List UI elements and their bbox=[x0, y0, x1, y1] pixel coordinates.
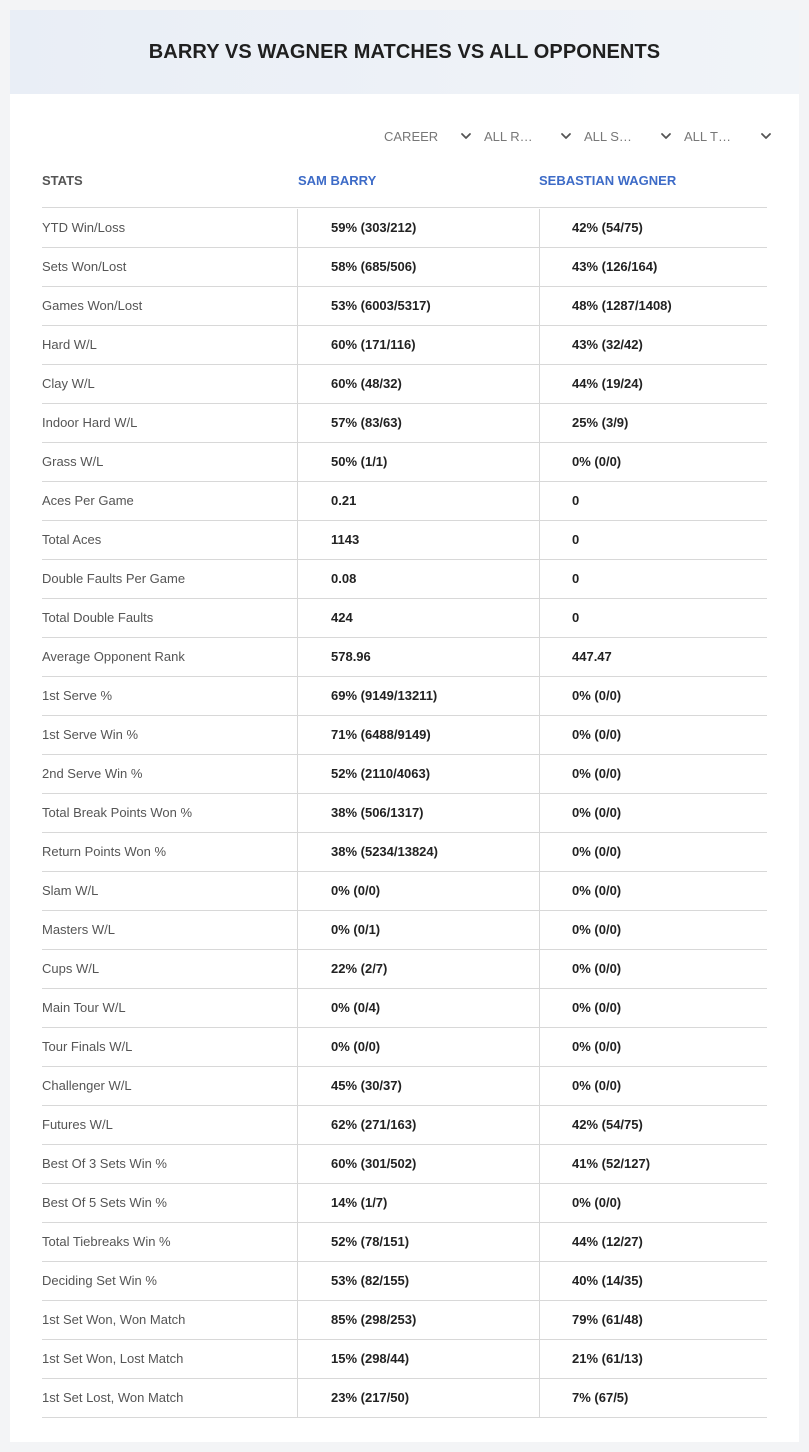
player2-value: 44% (19/24) bbox=[539, 365, 767, 403]
player2-value: 43% (32/42) bbox=[539, 326, 767, 364]
player1-value: 53% (6003/5317) bbox=[297, 287, 539, 325]
player1-value: 14% (1/7) bbox=[297, 1184, 539, 1222]
table-row bbox=[42, 209, 767, 248]
player1-value: 57% (83/63) bbox=[297, 404, 539, 442]
card-header bbox=[10, 10, 799, 94]
player1-value: 53% (82/155) bbox=[297, 1262, 539, 1300]
table-row bbox=[42, 1028, 767, 1067]
table-row bbox=[42, 1379, 767, 1418]
filter-label: ALL T… bbox=[684, 128, 731, 144]
player2-value: 0% (0/0) bbox=[539, 443, 767, 481]
stat-label: 2nd Serve Win % bbox=[42, 766, 143, 781]
table-row bbox=[42, 1106, 767, 1145]
player2-value: 79% (61/48) bbox=[539, 1301, 767, 1339]
player1-value: 0% (0/4) bbox=[297, 989, 539, 1027]
player2-value: 0% (0/0) bbox=[539, 950, 767, 988]
stat-label: Double Faults Per Game bbox=[42, 571, 186, 586]
player2-value: 0% (0/0) bbox=[539, 872, 767, 910]
player1-value: 45% (30/37) bbox=[297, 1067, 539, 1105]
filter-label: ALL R… bbox=[484, 128, 533, 144]
player2-value: 0 bbox=[539, 599, 767, 637]
stat-label: Cups W/L bbox=[42, 961, 100, 976]
stat-label: Total Aces bbox=[42, 532, 102, 547]
player1-value: 71% (6488/9149) bbox=[297, 716, 539, 754]
player2-value: 43% (126/164) bbox=[539, 248, 767, 286]
player1-value: 60% (48/32) bbox=[297, 365, 539, 403]
stat-label: Total Double Faults bbox=[42, 610, 154, 625]
player1-value: 60% (171/116) bbox=[297, 326, 539, 364]
stat-label: Clay W/L bbox=[42, 376, 95, 391]
stat-label: Futures W/L bbox=[42, 1117, 113, 1132]
player1-value: 0.21 bbox=[297, 482, 539, 520]
player2-value: 0 bbox=[539, 482, 767, 520]
stat-label: Best Of 5 Sets Win % bbox=[42, 1195, 167, 1210]
player2-value: 42% (54/75) bbox=[539, 209, 767, 247]
player1-value: 69% (9149/13211) bbox=[297, 677, 539, 715]
player1-value: 0.08 bbox=[297, 560, 539, 598]
stat-label: YTD Win/Loss bbox=[42, 220, 126, 235]
table-row bbox=[42, 1262, 767, 1301]
stat-label: Challenger W/L bbox=[42, 1078, 132, 1093]
stat-label: Masters W/L bbox=[42, 922, 115, 937]
filter-tournaments-select[interactable] bbox=[674, 126, 774, 146]
table-row bbox=[42, 599, 767, 638]
player2-value: 0% (0/0) bbox=[539, 755, 767, 793]
stat-label: 1st Serve % bbox=[42, 688, 113, 703]
chevron-down-icon bbox=[658, 128, 674, 144]
header-stats: STATS bbox=[42, 173, 83, 188]
chevron-down-icon bbox=[458, 128, 474, 144]
table-row bbox=[42, 989, 767, 1028]
player2-value: 42% (54/75) bbox=[539, 1106, 767, 1144]
player1-value: 52% (2110/4063) bbox=[297, 755, 539, 793]
player1-value: 38% (506/1317) bbox=[297, 794, 539, 832]
player1-value: 578.96 bbox=[297, 638, 539, 676]
stat-label: Aces Per Game bbox=[42, 493, 134, 508]
player1-value: 23% (217/50) bbox=[297, 1379, 539, 1417]
player2-value: 25% (3/9) bbox=[539, 404, 767, 442]
player1-value: 0% (0/0) bbox=[297, 1028, 539, 1066]
stats-table-body bbox=[42, 209, 767, 1418]
player1-value: 52% (78/151) bbox=[297, 1223, 539, 1261]
stat-label: Tour Finals W/L bbox=[42, 1039, 133, 1054]
chevron-down-icon bbox=[758, 128, 774, 144]
table-row bbox=[42, 911, 767, 950]
table-row bbox=[42, 1223, 767, 1262]
player2-value: 0% (0/0) bbox=[539, 833, 767, 871]
player2-value: 0% (0/0) bbox=[539, 989, 767, 1027]
stat-label: Indoor Hard W/L bbox=[42, 415, 138, 430]
player2-value: 7% (67/5) bbox=[539, 1379, 767, 1417]
stat-label: 1st Set Won, Lost Match bbox=[42, 1351, 184, 1366]
player2-value: 21% (61/13) bbox=[539, 1340, 767, 1378]
table-row bbox=[42, 521, 767, 560]
player1-value: 38% (5234/13824) bbox=[297, 833, 539, 871]
table-row bbox=[42, 560, 767, 599]
player2-value: 0% (0/0) bbox=[539, 1184, 767, 1222]
filter-rounds-select[interactable] bbox=[474, 126, 574, 146]
table-row bbox=[42, 1067, 767, 1106]
player2-value: 0% (0/0) bbox=[539, 911, 767, 949]
player1-value: 50% (1/1) bbox=[297, 443, 539, 481]
stat-label: Games Won/Lost bbox=[42, 298, 143, 313]
stat-label: Sets Won/Lost bbox=[42, 259, 127, 274]
player1-value: 85% (298/253) bbox=[297, 1301, 539, 1339]
stat-label: Deciding Set Win % bbox=[42, 1273, 157, 1288]
stat-label: Total Break Points Won % bbox=[42, 805, 193, 820]
player2-value: 44% (12/27) bbox=[539, 1223, 767, 1261]
table-row bbox=[42, 872, 767, 911]
table-row bbox=[42, 404, 767, 443]
stats-card bbox=[10, 10, 799, 1442]
player2-value: 40% (14/35) bbox=[539, 1262, 767, 1300]
chevron-down-icon bbox=[558, 128, 574, 144]
stat-label: Best Of 3 Sets Win % bbox=[42, 1156, 167, 1171]
player2-value: 0% (0/0) bbox=[539, 794, 767, 832]
player1-value: 59% (303/212) bbox=[297, 209, 539, 247]
player2-value: 41% (52/127) bbox=[539, 1145, 767, 1183]
player1-value: 0% (0/0) bbox=[297, 872, 539, 910]
table-row bbox=[42, 677, 767, 716]
table-row bbox=[42, 365, 767, 404]
stat-label: Average Opponent Rank bbox=[42, 649, 185, 664]
stat-label: 1st Serve Win % bbox=[42, 727, 139, 742]
filter-surfaces-select[interactable] bbox=[574, 126, 674, 146]
table-row bbox=[42, 1184, 767, 1223]
player2-value: 447.47 bbox=[539, 638, 767, 676]
player1-value: 15% (298/44) bbox=[297, 1340, 539, 1378]
filter-label: ALL S… bbox=[584, 128, 632, 144]
table-row bbox=[42, 1301, 767, 1340]
header-player1-link[interactable]: SAM BARRY bbox=[298, 173, 377, 188]
table-row bbox=[42, 1145, 767, 1184]
player2-value: 0% (0/0) bbox=[539, 1067, 767, 1105]
player2-value: 0% (0/0) bbox=[539, 716, 767, 754]
stat-label: Total Tiebreaks Win % bbox=[42, 1234, 171, 1249]
header-player2-link[interactable]: SEBASTIAN WAGNER bbox=[539, 173, 677, 188]
stat-label: Main Tour W/L bbox=[42, 1000, 126, 1015]
table-row bbox=[42, 326, 767, 365]
stat-label: Slam W/L bbox=[42, 883, 99, 898]
stat-label: 1st Set Lost, Won Match bbox=[42, 1390, 184, 1405]
table-row bbox=[42, 716, 767, 755]
player1-value: 58% (685/506) bbox=[297, 248, 539, 286]
player2-value: 0% (0/0) bbox=[539, 677, 767, 715]
player1-value: 22% (2/7) bbox=[297, 950, 539, 988]
player2-value: 0 bbox=[539, 560, 767, 598]
stat-label: Hard W/L bbox=[42, 337, 97, 352]
table-row bbox=[42, 1340, 767, 1379]
stat-label: Return Points Won % bbox=[42, 844, 167, 859]
player1-value: 60% (301/502) bbox=[297, 1145, 539, 1183]
table-row bbox=[42, 833, 767, 872]
stat-label: Grass W/L bbox=[42, 454, 104, 469]
player2-value: 0% (0/0) bbox=[539, 1028, 767, 1066]
table-row bbox=[42, 950, 767, 989]
player1-value: 1143 bbox=[297, 521, 539, 559]
table-row bbox=[42, 482, 767, 521]
player1-value: 0% (0/1) bbox=[297, 911, 539, 949]
table-row bbox=[42, 287, 767, 326]
filter-bar bbox=[374, 126, 774, 146]
stat-label: 1st Set Won, Won Match bbox=[42, 1312, 186, 1327]
table-header bbox=[42, 170, 767, 208]
page-title: BARRY VS WAGNER MATCHES VS ALL OPPONENTS bbox=[148, 40, 661, 63]
filter-label: CAREER bbox=[384, 128, 439, 144]
table-row bbox=[42, 248, 767, 287]
table-row bbox=[42, 443, 767, 482]
table-row bbox=[42, 755, 767, 794]
player1-value: 424 bbox=[297, 599, 539, 637]
player2-value: 0 bbox=[539, 521, 767, 559]
table-row bbox=[42, 638, 767, 677]
table-row bbox=[42, 794, 767, 833]
player1-value: 62% (271/163) bbox=[297, 1106, 539, 1144]
filter-career-select[interactable] bbox=[374, 126, 474, 146]
player2-value: 48% (1287/1408) bbox=[539, 287, 767, 325]
